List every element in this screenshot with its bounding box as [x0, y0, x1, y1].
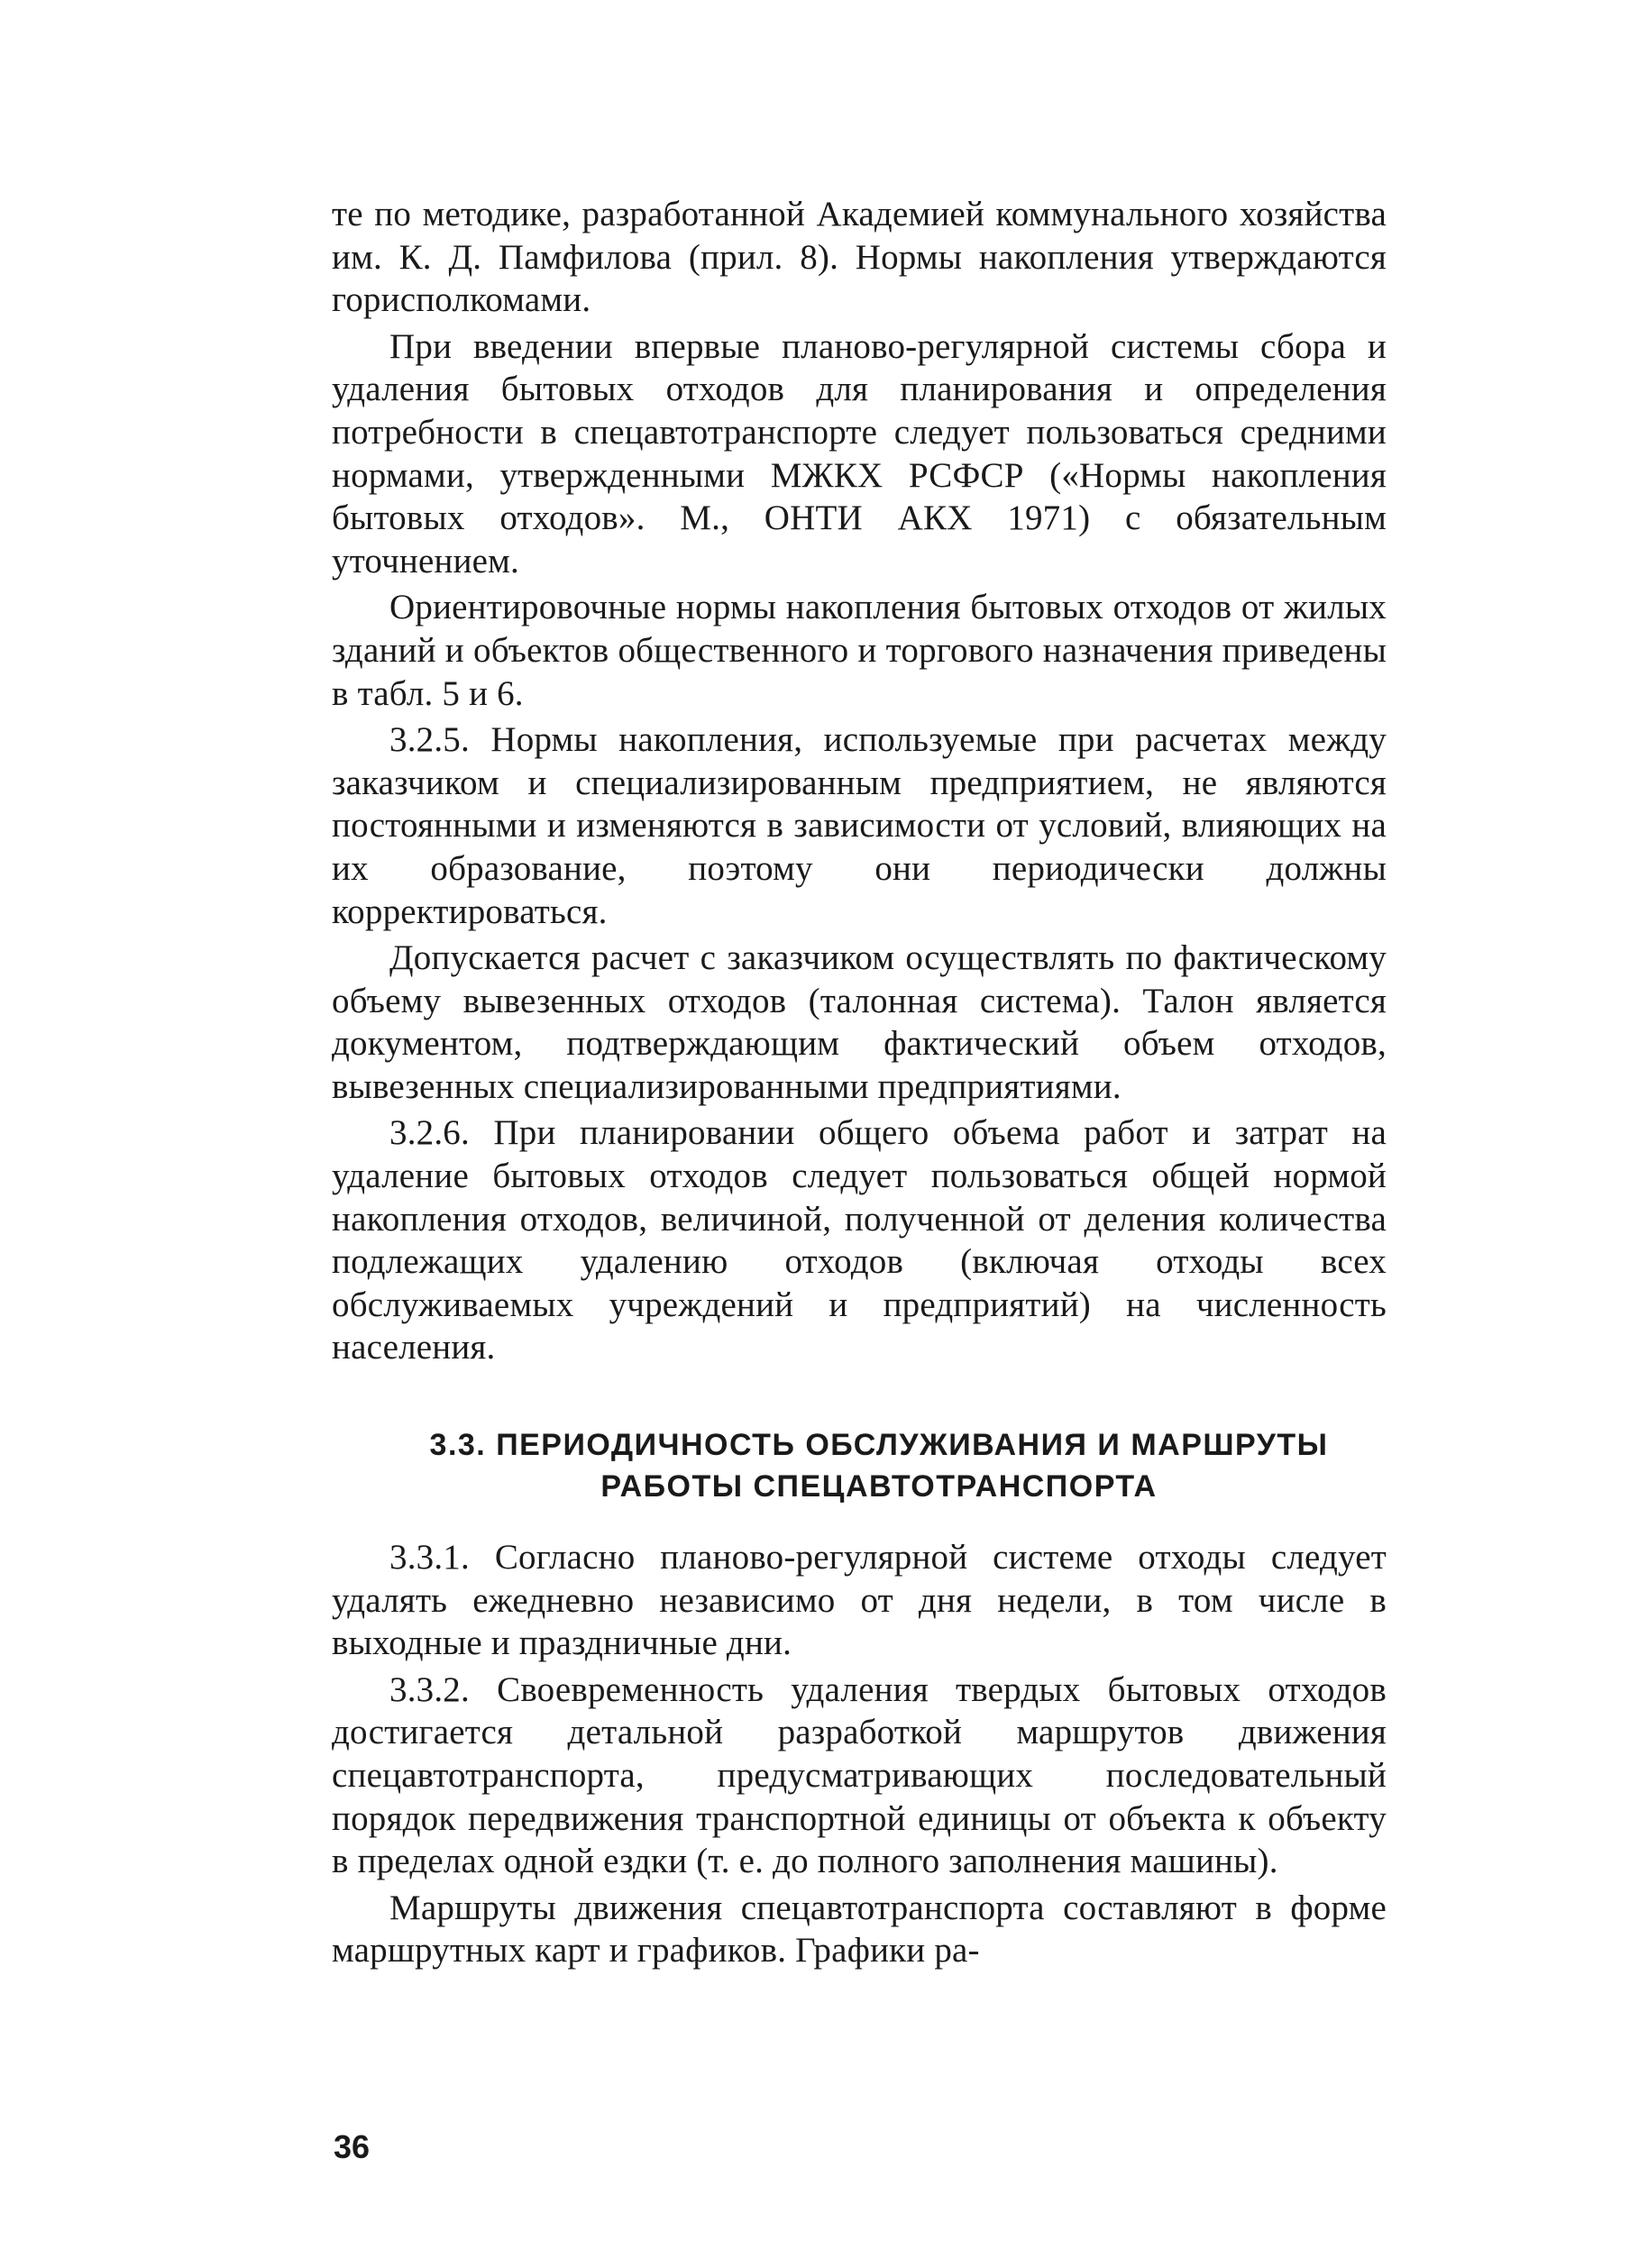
paragraph-introduction-system: При введении впервые планово-регулярной системы сбора и удаления бытовых отходов для планирования и определения потребности в спецавтотранспорте следует пользоваться средними нормами, утвержденными МЖКХ РСФСР («Нормы накопления бытовых отходов». М., ОНТИ АКХ 1971) с обязательным уточнением. [332, 326, 1387, 581]
paragraph-3-2-5: 3.2.5. Нормы накопления, используемые при расчетах между заказчиком и специализированным предприятием, не являются постоянными и изменяются в зависимости от условий, влияющих на их образование, поэтому они периодически должны корректироваться. [332, 720, 1387, 931]
paragraph-approximate-norms: Ориентировочные нормы накопления бытовых отходов от жилых зданий и объектов общественного и торгового назначения приведены в табл. 5 и 6. [332, 588, 1387, 713]
paragraph-3-3-2: 3.3.2. Своевременность удаления твердых бытовых отходов достигается детальной разработкой маршрутов движения спецавтотранспорта, предусматривающих последовательный порядок передвижения транспортной единицы от объекта к объекту в пределах одной ездки (т. е. до полного заполнения машины). [332, 1669, 1387, 1881]
body-text-bottom [332, 1536, 1387, 1976]
paragraph-routes: Маршруты движения спецавтотранспорта составляют в форме маршрутных карт и графиков. Графики ра- [332, 1888, 1387, 1971]
body-text-top [332, 193, 1387, 1373]
paragraph-3-3-1: 3.3.1. Согласно планово-регулярной системе отходы следует удалять ежедневно независимо от дня недели, в том числе в выходные и праздничные дни. [332, 1538, 1387, 1663]
section-heading-3-3 [379, 1424, 1379, 1507]
page-number: 36 [334, 2128, 371, 2165]
section-heading-line-2: РАБОТЫ СПЕЦАВТОТРАНСПОРТА [600, 1469, 1158, 1504]
paragraph-coupon-system: Допускается расчет с заказчиком осуществлять по фактическому объему вывезенных отходов (талонная система). Талон является документом, подтверждающим фактический объем отходов, вывезенных специализированными предприятиями. [332, 938, 1387, 1106]
section-heading-line-1: 3.3. ПЕРИОДИЧНОСТЬ ОБСЛУЖИВАНИЯ И МАРШРУТЫ [429, 1428, 1329, 1462]
paragraph-3-2-6: 3.2.6. При планировании общего объема работ и затрат на удаление бытовых отходов следует пользоваться общей нормой накопления отходов, величиной, полученной от деления количества подлежащих удалению отходов (включая отходы всех обслуживаемых учреждений и предприятий) на численность населения. [332, 1113, 1387, 1367]
paragraph-continuation: те по методике, разработанной Академией коммунального хозяйства им. К. Д. Памфилова (прил. 8). Нормы накопления утверждаются горисполкомами. [332, 195, 1387, 320]
